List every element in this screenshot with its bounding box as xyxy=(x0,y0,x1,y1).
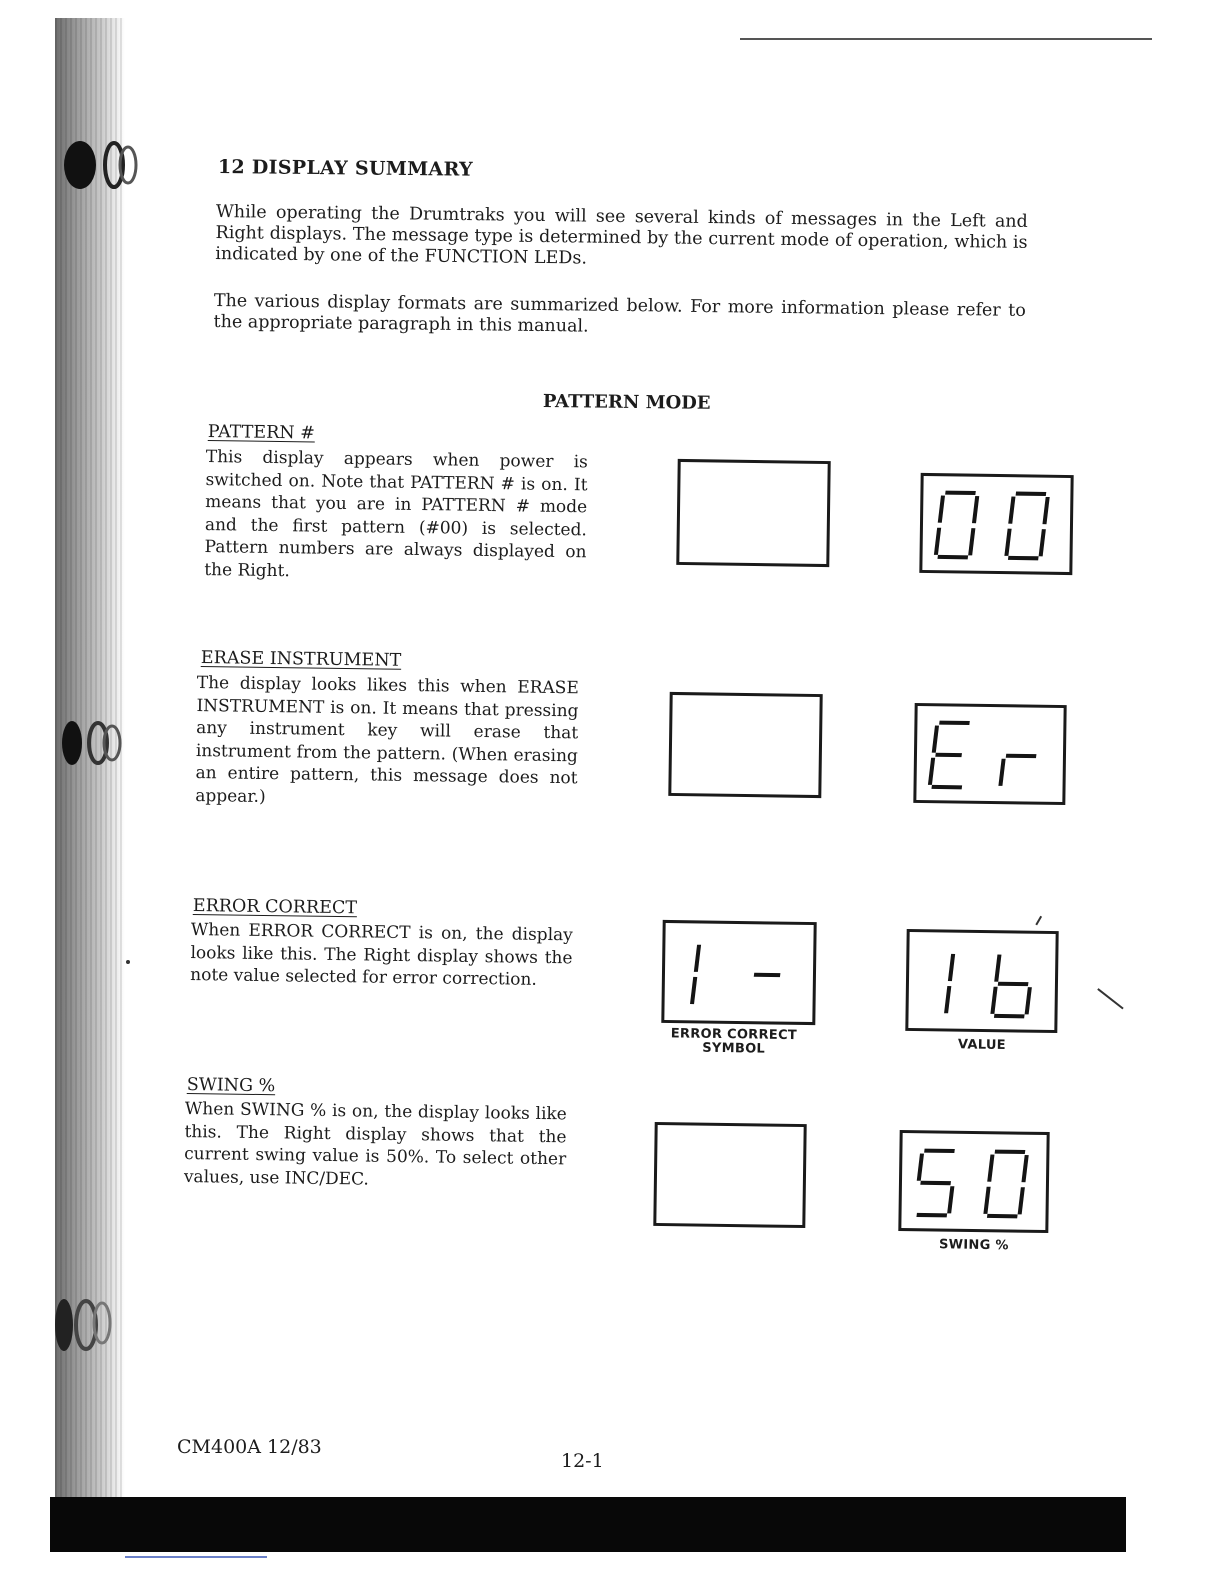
entry-body-pattern-number: This display appears when power is switched on. Note that PATTERN # is on. It means that you are in PATTERN # mode and the first pattern (#00) is selected. Pattern numbers are always displayed on the Right. xyxy=(204,446,588,581)
seven-segment-digits-50 xyxy=(901,1133,1046,1230)
left-display-swing xyxy=(653,1122,806,1228)
seven-segment-digits-1b xyxy=(908,932,1055,1030)
intro-paragraph-2: The various display formats are summarized below. For more information please refer to the appropriate paragraph in this manual. xyxy=(213,291,1026,337)
left-display-erase-instrument xyxy=(668,692,822,798)
scan-mark xyxy=(126,960,130,964)
right-display-error-correct xyxy=(905,929,1058,1033)
caption-swing-percent: SWING % xyxy=(938,1237,1009,1254)
right-display-swing xyxy=(898,1130,1049,1233)
binding-ring-icon xyxy=(58,135,148,195)
binding-ring-icon xyxy=(50,1290,140,1360)
page-number: 12-1 xyxy=(561,1450,604,1472)
seven-segment-digits-00 xyxy=(922,476,1070,572)
scan-mark xyxy=(1035,916,1041,925)
entry-body-swing: When SWING % is on, the display looks like this. The Right display shows that the current swing value is 50%. To select other values, use INC/DEC. xyxy=(183,1098,567,1190)
right-display-pattern-number xyxy=(919,473,1073,575)
entry-body-erase-instrument: The display looks likes this when ERASE INSTRUMENT is on. It means that pressing any instrument key will erase that instrument from the pattern. (When erasing an entire pattern, this message does not appear.) xyxy=(195,672,579,807)
left-display-pattern-number xyxy=(676,459,830,567)
binding-ring-icon xyxy=(58,715,148,775)
top-rule xyxy=(740,38,1152,40)
intro-paragraph-1: While operating the Drumtraks you will see several kinds of messages in the Left and Right displays. The message type is determined by the current mode of operation, which is indicated by one of the FUNCTION LEDs. xyxy=(215,202,1028,269)
seven-segment-digits-er xyxy=(916,706,1063,802)
entry-title-swing: SWING % xyxy=(186,1075,276,1097)
section-title: PATTERN MODE xyxy=(542,391,711,414)
caption-error-correct-symbol: ERROR CORRECT SYMBOL xyxy=(670,1026,798,1057)
entry-title-pattern-number: PATTERN # xyxy=(207,422,316,444)
entry-title-error-correct: ERROR CORRECT xyxy=(192,896,358,919)
right-display-erase-instrument xyxy=(913,703,1066,805)
entry-body-error-correct: When ERROR CORRECT is on, the display looks like this. The Right display shows the note value selected for error correction. xyxy=(190,919,573,990)
bottom-scan-bar xyxy=(50,1497,1126,1552)
caption-value: VALUE xyxy=(957,1037,1007,1053)
entry-title-erase-instrument: ERASE INSTRUMENT xyxy=(200,648,402,671)
page-title: 12 DISPLAY SUMMARY xyxy=(217,156,474,181)
left-display-error-correct xyxy=(661,920,816,1025)
scan-mark xyxy=(1098,988,1124,1009)
seven-segment-digits-1-dash xyxy=(664,923,813,1022)
bottom-blue-line xyxy=(125,1556,267,1558)
document-code: CM400A 12/83 xyxy=(177,1436,322,1458)
